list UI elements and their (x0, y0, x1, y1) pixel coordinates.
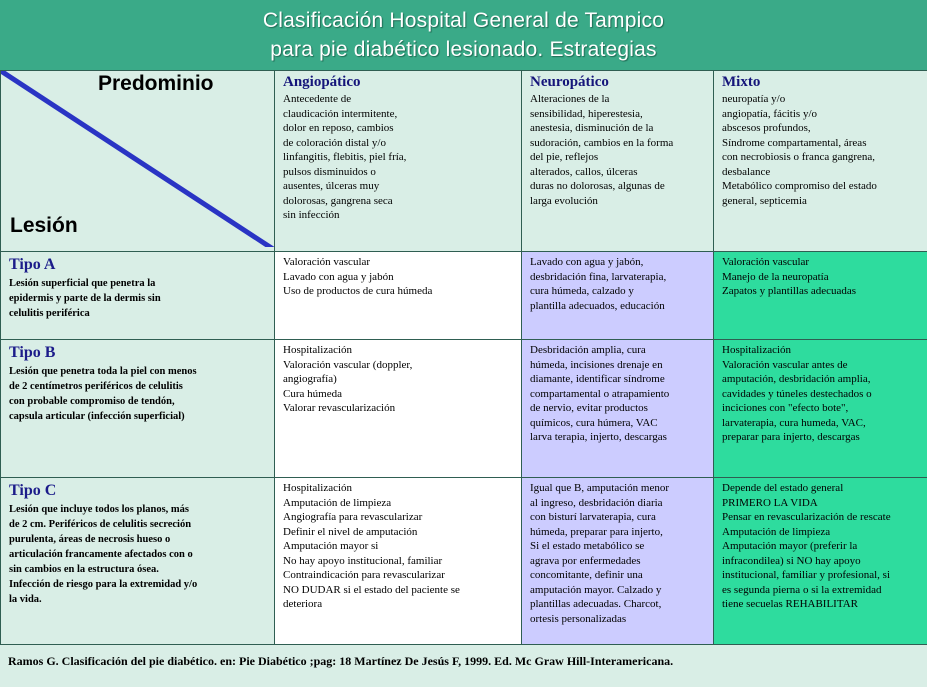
title-line-1: Clasificación Hospital General de Tampico (262, 9, 665, 32)
text-line: con probable compromiso de tendón, (9, 396, 175, 407)
text-line: Valoración vascular (doppler, (283, 358, 413, 371)
text-line: general, septicemia (722, 194, 807, 207)
row-label-cell (1, 478, 275, 647)
strategy-text (722, 255, 921, 299)
text-line: NO DUDAR si el estado del paciente se (283, 583, 460, 596)
column-title: Neuropático (530, 74, 609, 90)
text-line: Hospitalización (722, 344, 792, 356)
cell-angiopatico (275, 340, 522, 478)
column-description (283, 92, 515, 223)
text-line: ausentes, úlceras muy (283, 180, 380, 192)
strategy-text (283, 343, 515, 416)
text-line: purulenta, áreas de necrosis hueso o (9, 534, 171, 545)
column-header-mixto (714, 71, 927, 252)
text-line: angiopatía, fácitis y/o (722, 107, 817, 120)
slide-title (0, 0, 927, 70)
text-line: Igual que B, amputación menor (530, 482, 669, 494)
text-line: anestesia, disminución de la (530, 122, 654, 134)
text-line: compartamental o atrapamiento (530, 387, 670, 400)
text-line: institucional, familiar y profesional, si (722, 569, 891, 581)
text-line: neuropatía y/o (722, 93, 786, 105)
row-tipo-a (1, 252, 927, 340)
text-line: Síndrome compartamental, áreas (722, 136, 867, 149)
text-line: Amputación mayor (preferir la (722, 540, 858, 552)
cell-neuropatico (522, 340, 714, 478)
text-line: Valoración vascular antes de (722, 358, 848, 371)
text-line: sensibilidad, hiperestesia, (530, 107, 643, 120)
text-line: Hospitalización (283, 482, 353, 494)
column-description (530, 92, 707, 208)
text-line: Amputación mayor si (283, 540, 379, 552)
text-line: amputación, desbridación amplia, (722, 373, 871, 385)
text-line: Lesión que incluye todos los planos, más (9, 504, 189, 515)
text-line: sudoración, cambios en la forma (530, 136, 674, 149)
tipo-label: Tipo A (9, 256, 56, 273)
corner-cell (1, 71, 275, 252)
text-line: Valoración vascular (722, 256, 810, 268)
strategy-text (283, 481, 515, 612)
text-line: de nervio, evitar productos (530, 402, 648, 414)
cell-angiopatico (275, 478, 522, 647)
predominio-label: Predominio (98, 72, 214, 95)
text-line: de coloración distal y/o (283, 136, 386, 149)
classification-table (0, 70, 927, 647)
text-line: Desbridación amplia, cura (530, 344, 646, 356)
column-header-neuropatico (522, 71, 714, 252)
text-line: larga evolución (530, 194, 598, 207)
column-title: Angiopático (283, 74, 361, 90)
text-line: abscesos profundos, (722, 122, 811, 134)
text-line: ortesis personalizadas (530, 612, 627, 625)
text-line: del pie, reflejos (530, 151, 599, 163)
text-line: Contraindicación para revascularizar (283, 569, 445, 581)
text-line: Manejo de la neuropatía (722, 270, 829, 283)
cell-mixto (714, 252, 927, 340)
text-line: de 2 centímetros periféricos de celulitis (9, 381, 183, 392)
text-line: Valoración vascular (283, 256, 371, 268)
text-line: plantillas adecuadas. Charcot, (530, 598, 662, 610)
text-line: diamante, identificar síndrome (530, 373, 665, 385)
text-line: Metabólico compromiso del estado (722, 180, 877, 192)
text-line: Uso de productos de cura húmeda (283, 285, 433, 297)
tipo-description (9, 276, 268, 321)
row-label-cell (1, 340, 275, 478)
text-line: de 2 cm. Periféricos de celulitis secreción (9, 519, 192, 530)
strategy-text (530, 343, 707, 445)
row-tipo-b (1, 340, 927, 478)
strategy-text (530, 255, 707, 313)
text-line: pulsos disminuidos o (283, 165, 376, 178)
text-line: Zapatos y plantillas adecuadas (722, 285, 857, 297)
text-line: la vida. (9, 594, 42, 605)
cell-neuropatico (522, 478, 714, 647)
text-line: sin cambios en la estructura ósea. (9, 564, 159, 575)
text-line: Cura húmeda (283, 387, 342, 400)
tipo-description (9, 364, 268, 424)
text-line: inciciones con "efecto bote", (722, 402, 849, 414)
cell-neuropatico (522, 252, 714, 340)
tipo-label: Tipo B (9, 344, 56, 361)
text-line: plantilla adecuados, educación (530, 299, 665, 312)
tipo-label: Tipo C (9, 482, 57, 499)
title-line-2: para pie diabético lesionado. Estrategias (270, 38, 657, 61)
cell-mixto (714, 478, 927, 647)
text-line: dolorosas, gangrena seca (283, 194, 393, 207)
text-line: Valorar revascularización (283, 402, 396, 414)
column-description (722, 92, 921, 208)
text-line: químicos, cura húmera, VAC (530, 416, 658, 429)
text-line: epidermis y parte de la dermis sin (9, 293, 161, 304)
text-line: sin infección (283, 209, 340, 221)
text-line: alterados, callos, úlceras (530, 165, 638, 178)
text-line: concomitante, definir una (530, 569, 643, 581)
text-line: Infección de riesgo para la extremidad y/o (9, 579, 198, 590)
text-line: húmeda, incisiones drenaje en (530, 358, 663, 371)
text-line: Amputación de limpieza (722, 525, 831, 538)
text-line: cura húmeda, calzado y (530, 285, 634, 297)
text-line: Lesión superficial que penetra la (9, 278, 156, 289)
text-line: articulación francamente afectados con o (9, 549, 193, 560)
text-line: capsula articular (infección superficial) (9, 411, 185, 422)
text-line: al ingreso, desbridación diaria (530, 496, 663, 509)
text-line: larva terapia, injerto, descargas (530, 431, 667, 443)
tipo-description (9, 502, 268, 607)
strategy-text (722, 481, 921, 612)
text-line: agrava por enfermedades (530, 554, 641, 567)
strategy-text (722, 343, 921, 445)
text-line: es segunda pierna o si la extremidad (722, 583, 882, 596)
row-tipo-c (1, 478, 927, 647)
text-line: desbridación fina, larvaterapia, (530, 270, 667, 283)
cell-angiopatico (275, 252, 522, 340)
text-line: claudicación intermitente, (283, 107, 398, 120)
text-line: linfangitis, flebitis, piel fría, (283, 151, 407, 163)
text-line: deteriora (283, 598, 323, 610)
text-line: Pensar en revascularización de rescate (722, 511, 891, 523)
text-line: Hospitalización (283, 344, 353, 356)
text-line: No hay apoyo institucional, familiar (283, 554, 443, 567)
column-header-angiopatico (275, 71, 522, 252)
text-line: Lavado con agua y jabón, (530, 256, 644, 268)
text-line: con bisturí larvaterapia, cura (530, 511, 656, 523)
text-line: Lavado con agua y jabón (283, 270, 394, 283)
header-row (1, 71, 927, 252)
text-line: Lesión que penetra toda la piel con menos (9, 366, 197, 377)
text-line: Antecedente de (283, 93, 352, 105)
text-line: tiene secuelas REHABILITAR (722, 598, 858, 610)
text-line: PRIMERO LA VIDA (722, 496, 818, 509)
text-line: húmeda, preparar para injerto, (530, 525, 663, 538)
text-line: Alteraciones de la (530, 93, 610, 105)
row-label-cell (1, 252, 275, 340)
text-line: cavidades y túneles destechados o (722, 387, 872, 400)
text-line: con necrobiosis o franca gangrena, (722, 151, 876, 163)
text-line: dolor en reposo, cambios (283, 122, 394, 134)
text-line: infracondilea) si NO hay apoyo (722, 554, 861, 567)
lesion-label: Lesión (10, 214, 78, 237)
text-line: Si el estado metabólico se (530, 540, 645, 552)
text-line: Definir el nivel de amputación (283, 525, 418, 538)
text-line: Depende del estado general (722, 482, 844, 494)
text-line: Amputación de limpieza (283, 496, 392, 509)
text-line: amputación mayor. Calzado y (530, 583, 662, 596)
text-line: larvaterapia, cura humeda, VAC, (722, 416, 866, 429)
strategy-text (283, 255, 515, 299)
column-title: Mixto (722, 74, 761, 90)
text-line: Angiografía para revascularizar (283, 511, 423, 523)
text-line: duras no dolorosas, algunas de (530, 180, 665, 192)
cell-mixto (714, 340, 927, 478)
text-line: desbalance (722, 165, 771, 178)
citation-footer: Ramos G. Clasificación del pie diabético. en: Pie Diabético ;pag: 18 Martínez De Jesús F, 1999. Ed. Mc Graw Hill-Interamericana. (0, 644, 927, 687)
text-line: preparar para injerto, descargas (722, 431, 860, 443)
text-line: angiografía) (283, 373, 337, 385)
strategy-text (530, 481, 707, 626)
text-line: celulitis periférica (9, 308, 90, 319)
